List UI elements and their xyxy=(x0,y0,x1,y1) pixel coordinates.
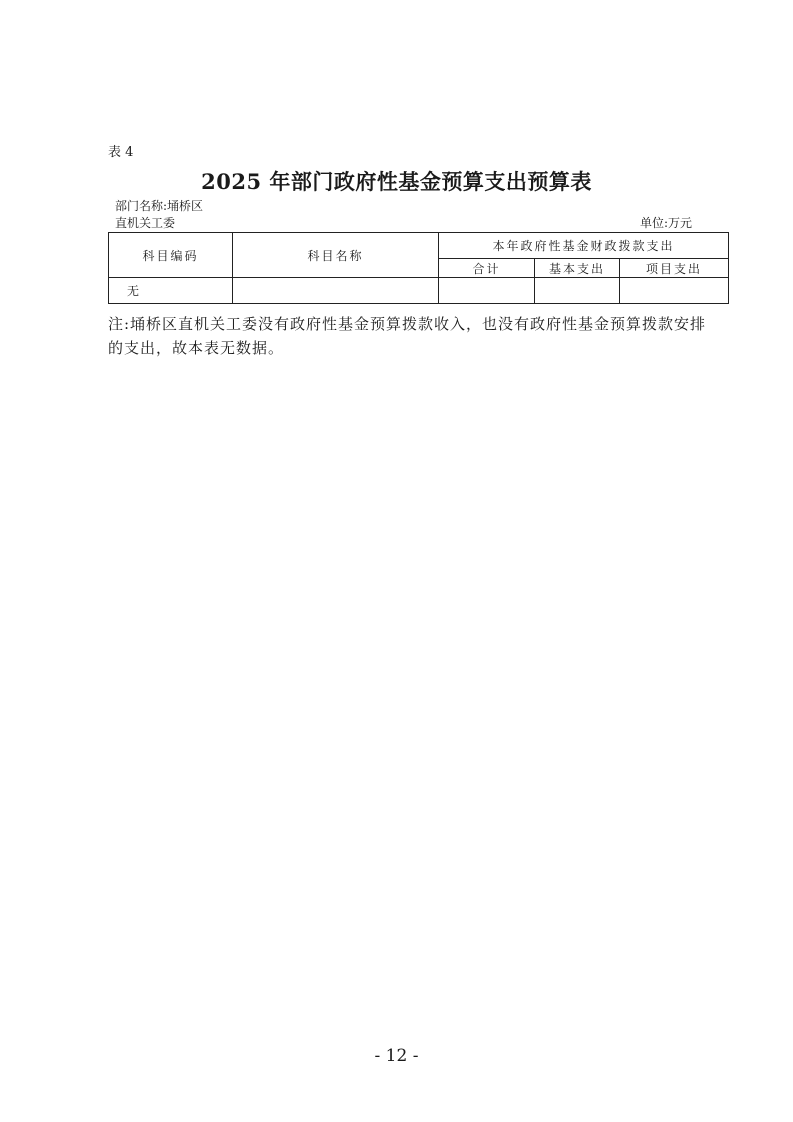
header-basic-expenditure: 基本支出 xyxy=(535,259,620,278)
page-number: - 12 - xyxy=(374,1046,419,1066)
footnote: 注:埇桥区直机关工委没有政府性基金预算拨款收入，也没有政府性基金预算拨款安排的支出，故本表无数据。 xyxy=(108,315,707,357)
header-fund-expenditure-group: 本年政府性基金财政拨款支出 xyxy=(439,233,729,259)
cell-basic xyxy=(535,278,620,304)
header-subject-code: 科目编码 xyxy=(109,233,233,278)
table-number-label: 表 4 xyxy=(108,145,134,160)
department-name-label: 部门名称:埇桥区 xyxy=(115,199,204,213)
cell-total xyxy=(439,278,535,304)
header-project-expenditure: 项目支出 xyxy=(620,259,729,278)
budget-table xyxy=(108,232,729,304)
cell-project xyxy=(620,278,729,304)
cell-code: 无 xyxy=(109,278,233,304)
unit-label: 单位:万元 xyxy=(639,216,692,230)
department-name-continuation: 直机关工委 xyxy=(115,216,176,230)
cell-name xyxy=(233,278,439,304)
page-title: 2025 年部门政府性基金预算支出预算表 xyxy=(201,169,592,194)
header-subject-name: 科目名称 xyxy=(233,233,439,278)
table-row xyxy=(109,278,729,304)
table-header-row xyxy=(109,233,729,259)
header-total: 合计 xyxy=(439,259,535,278)
